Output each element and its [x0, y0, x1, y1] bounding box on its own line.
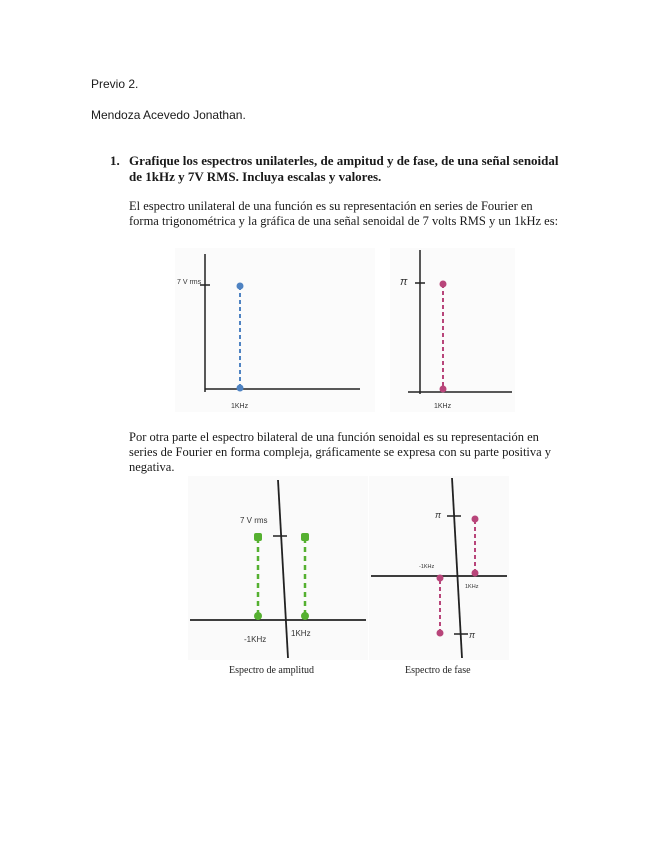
x-tick-label: 1KHz	[434, 403, 452, 410]
figure-bilateral-phase	[369, 476, 509, 660]
figure-unilateral-phase	[390, 248, 515, 412]
stem-top-marker-positive	[301, 533, 309, 541]
caption-amplitude: Espectro de amplitud	[229, 665, 314, 676]
x-tick-label-positive: 1KHz	[465, 584, 479, 590]
paragraph-bilateral: Por otra parte el espectro bilateral de una función senoidal es su representación en series de Fourier en forma compleja, gráficamente se expresa con su parte positiva y negativa.	[129, 430, 552, 474]
question-text: Grafique los espectros unilaterles, de ampitud y de fase, de una señal senoidal de 1kHz y 7V RMS. Incluya escalas y valores.	[129, 153, 559, 184]
y-tick-label: 7 V rms	[177, 279, 202, 286]
question-number: 1.	[110, 153, 120, 168]
paragraph-unilateral: El espectro unilateral de una función es su representación en series de Fourier en forma trigonométrica y la gráfica de una señal senoidal de 7 volts RMS y un 1kHz es:	[129, 199, 559, 228]
x-tick-label: 1KHz	[231, 403, 249, 410]
stem-top-marker-positive	[472, 516, 479, 523]
figure-unilateral-amplitude	[175, 248, 375, 412]
y-tick-label-pi-top: π	[435, 510, 442, 520]
stem-top-marker-negative	[437, 575, 444, 582]
document-title: Previo 2.	[91, 77, 139, 91]
caption-phase: Espectro de fase	[405, 665, 471, 676]
stem-top-marker-negative	[254, 533, 262, 541]
stem-base-marker-negative	[254, 612, 262, 620]
x-tick-label-negative: -1KHz	[419, 564, 435, 570]
stem-base-marker-positive	[472, 570, 479, 577]
figure-bilateral-amplitude	[188, 476, 368, 660]
y-tick-label-pi-bottom: π	[469, 630, 476, 640]
stem-base-marker	[237, 385, 244, 392]
author-name: Mendoza Acevedo Jonathan.	[91, 108, 246, 122]
y-tick-label: 7 V rms	[240, 516, 268, 525]
y-tick-label-pi: π	[400, 276, 408, 288]
stem-base-marker-positive	[301, 612, 309, 620]
stem-top-marker	[440, 281, 447, 288]
stem-top-marker	[237, 283, 244, 290]
x-tick-label-positive: 1KHz	[291, 629, 311, 638]
x-tick-label-negative: -1KHz	[244, 635, 267, 644]
stem-base-marker	[440, 386, 447, 393]
stem-base-marker-negative	[437, 630, 444, 637]
